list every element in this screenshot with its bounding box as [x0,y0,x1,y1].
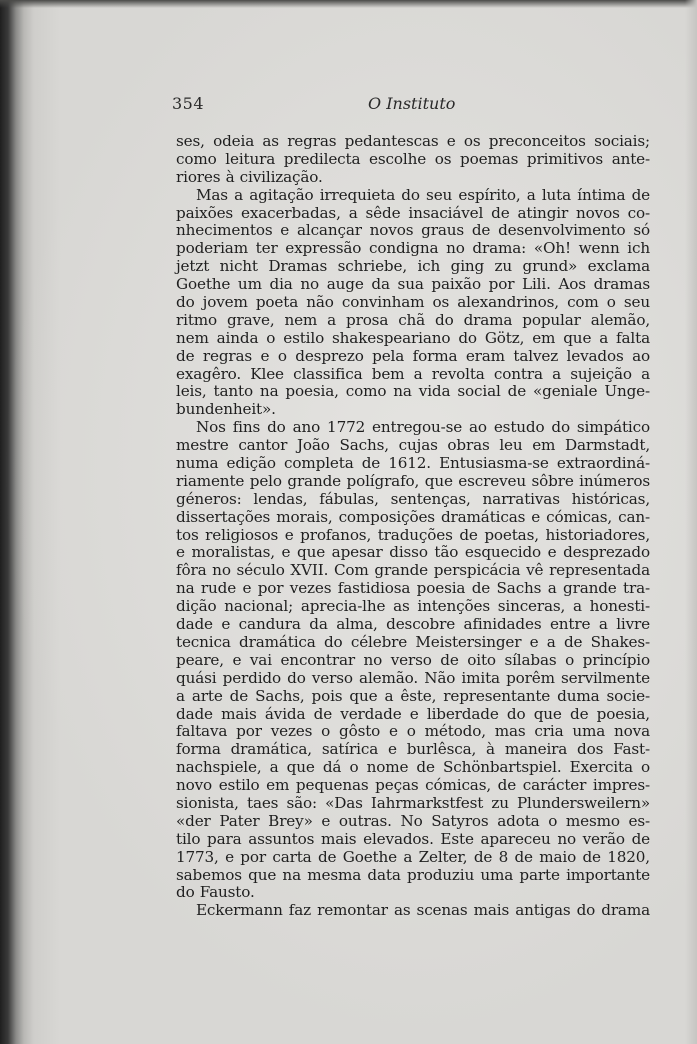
text-line: fôra no século XVII. Com grande perspicácia vê representada [176,561,650,580]
text-line: ritmo grave, nem a prosa chã do drama popular alemão, [176,310,650,329]
text-line: e moralistas, e que apesar disso tão esquecido e desprezado [176,543,650,562]
text-line: dissertações morais, composições dramáticas e cómicas, can- [176,507,650,526]
text-line: mestre cantor João Sachs, cujas obras leu em Darmstadt, [176,436,650,455]
text-line: quási perdido do verso alemão. Não imita porêm servilmente [176,668,650,687]
text-line: Eckermann faz remontar as scenas mais antigas do drama [196,901,650,920]
text-line: 1773, e por carta de Goethe a Zelter, de 8 de maio de 1820, [176,847,650,866]
text-line: dade mais ávida de verdade e liberdade do que de poesia, [176,704,650,723]
text-line: como leitura predilecta escolhe os poemas primitivos ante- [176,149,650,168]
page-right-edge [685,0,697,1044]
text-line: do Fausto. [176,883,255,902]
text-line: «der Pater Brey» e outras. No Satyros adota o mesmo es- [176,811,650,830]
text-line: forma dramática, satírica e burlêsca, à maneira dos Fast- [176,740,650,759]
text-line: do jovem poeta não convinham os alexandrinos, com o seu [176,293,650,312]
text-line: géneros: lendas, fábulas, sentenças, narrativas históricas, [176,489,650,508]
text-line: Goethe um dia no auge da sua paixão por Lili. Aos dramas [176,275,650,294]
text-line: novo estilo em pequenas peças cómicas, de carácter impres- [176,776,650,795]
text-line: exagêro. Klee classifica bem a revolta contra a sujeição a [176,364,650,383]
text-line: a arte de Sachs, pois que a êste, representante duma socie- [176,686,650,705]
text-line: poderiam ter expressão condigna no drama: «Oh! wenn ich [176,239,650,258]
text-line: sionista, taes são: «Das Iahrmarkstfest zu Plundersweilern» [176,793,650,812]
text-line: dição nacional; aprecia-lhe as intenções sinceras, a honesti- [176,597,650,616]
text-line: de regras e o desprezo pela forma eram talvez levados ao [176,346,650,365]
text-line: Nos fins do ano 1772 entregou-se ao estudo do simpático [196,418,650,437]
text-line: riores à civilização. [176,167,323,186]
text-line: bundenheit». [176,400,276,419]
running-head [172,92,650,116]
running-title: O Instituto [368,94,456,113]
page-top-shadow [0,0,697,8]
text-line: faltava por vezes o gôsto e o método, mas cria uma nova [176,722,650,741]
text-line: sabemos que na mesma data produziu uma parte importante [176,865,650,884]
text-line: nachspiele, a que dá o nome de Schönbartspiel. Exercita o [176,758,650,777]
text-line: na rude e por vezes fastidiosa poesia de Sachs a grande tra- [176,579,650,598]
text-line: Mas a agitação irrequieta do seu espírito, a luta íntima de [196,185,650,204]
text-line: tilo para assuntos mais elevados. Este apareceu no verão de [176,829,650,848]
text-line: dade e candura da alma, descobre afinidades entre a livre [176,615,650,634]
page-number: 354 [172,94,205,113]
text-line: ses, odeia as regras pedantescas e os preconceitos sociais; [176,132,650,150]
text-line: nem ainda o estilo shakespeariano do Götz, em que a falta [176,328,650,347]
body-text [176,133,650,920]
text-line: jetzt nicht Dramas schriebe, ich ging zu grund» exclama [176,257,650,276]
text-line: numa edição completa de 1612. Entusiasma-se extraordiná- [176,454,650,473]
text-line: nhecimentos e alcançar novos graus de desenvolvimento só [176,221,650,240]
text-line: tecnica dramática do célebre Meistersinger e a de Shakes- [176,632,650,651]
text-line: tos religiosos e profanos, traduções de poetas, historiadores, [176,525,650,544]
text-line: peare, e vai encontrar no verso de oito sílabas o princípio [176,650,650,669]
text-line: leis, tanto na poesia, como na vida social de «geniale Unge- [176,382,650,401]
text-line: riamente pelo grande polígrafo, que escreveu sôbre inúmeros [176,471,650,490]
text-line: paixões exacerbadas, a sêde insaciável de atingir novos co- [176,203,650,222]
